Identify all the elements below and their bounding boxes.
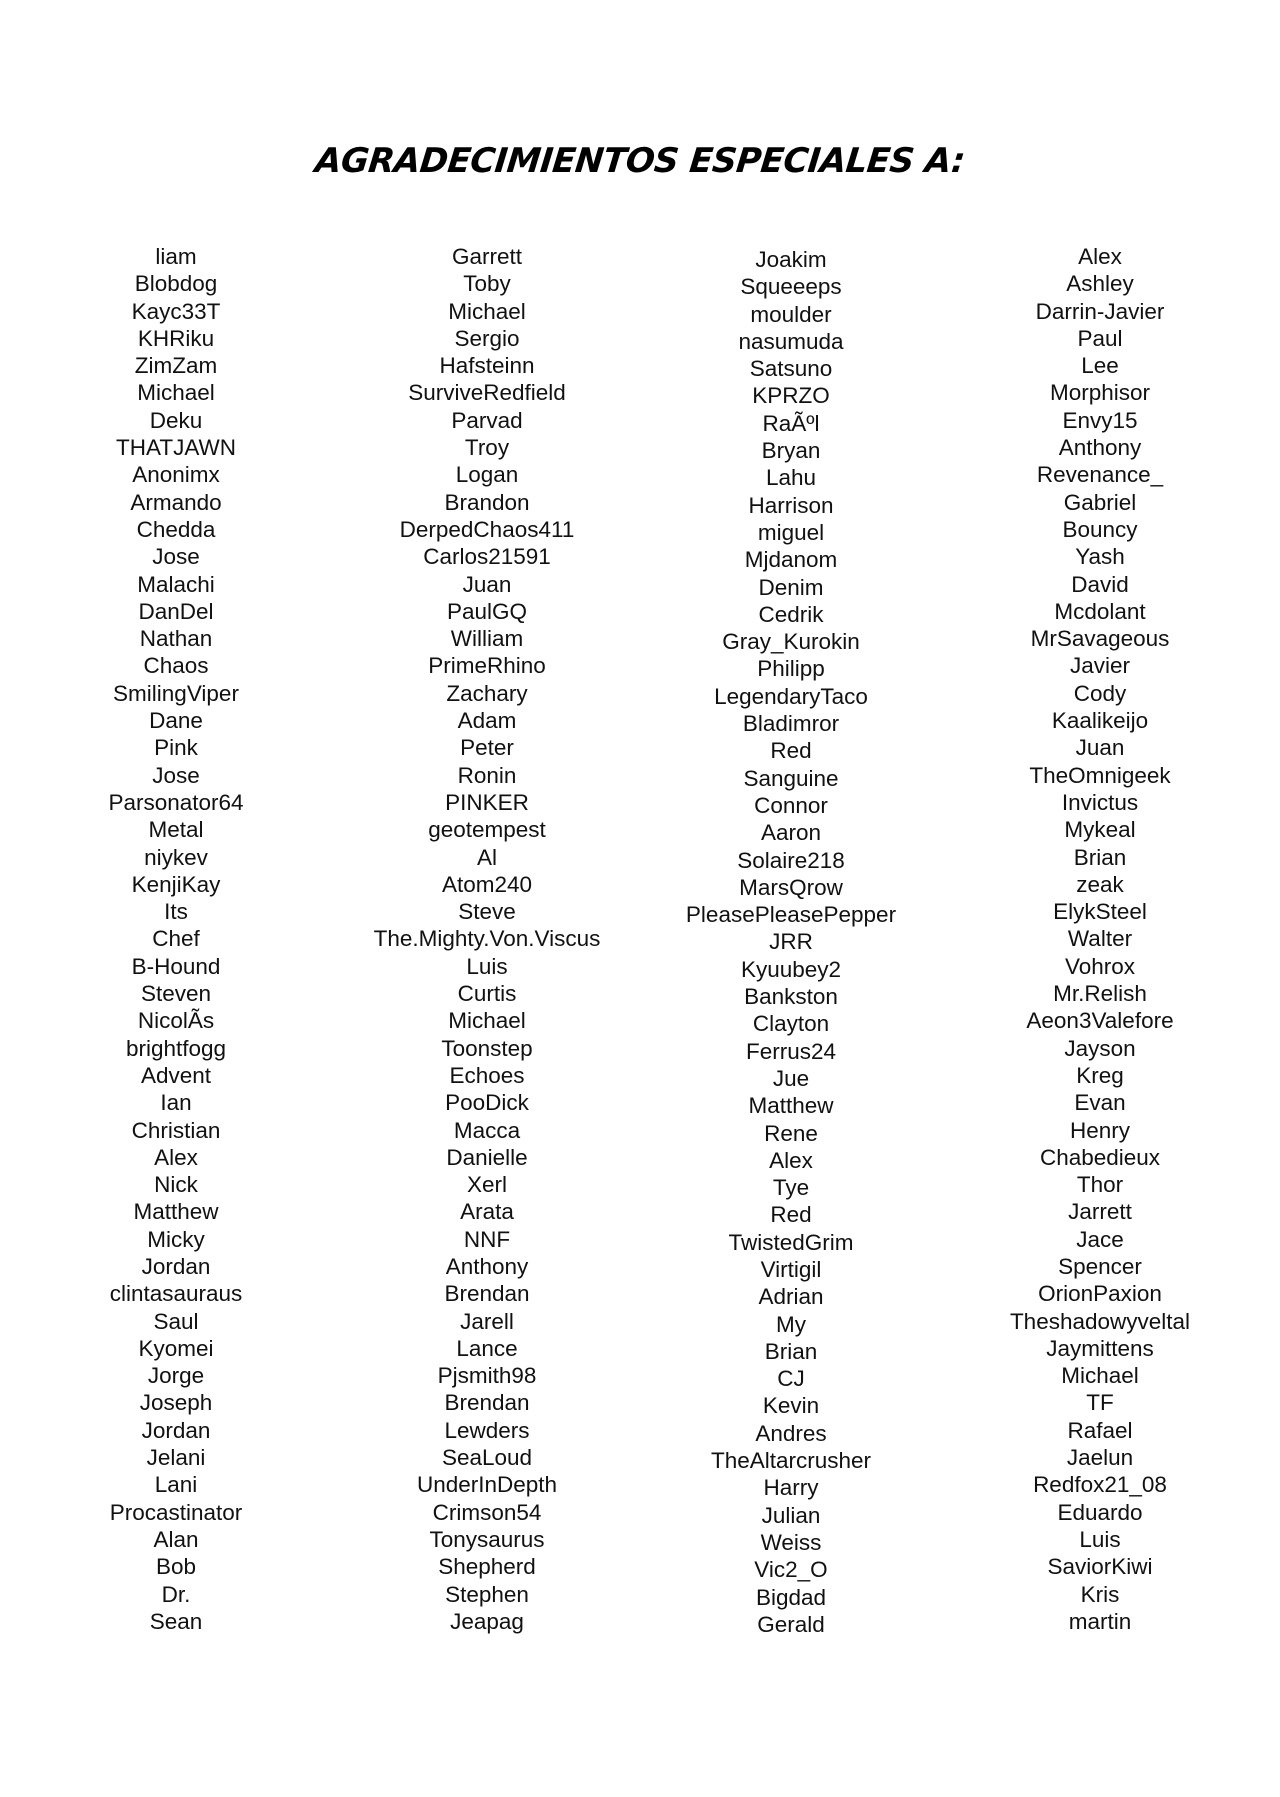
name-entry: Juan [462, 571, 512, 597]
name-entry: Henry [1069, 1117, 1131, 1143]
name-entry: Hafsteinn [439, 353, 535, 379]
name-entry: The.Mighty.Von.Viscus [373, 926, 601, 952]
name-entry: Jordan [141, 1417, 211, 1443]
name-entry: Cody [1073, 680, 1127, 706]
name-entry: Bladimror [742, 711, 840, 737]
name-entry: My [776, 1311, 806, 1337]
name-entry: Ferrus24 [745, 1038, 837, 1064]
name-entry: Toby [463, 271, 511, 297]
name-entry: Connor [754, 792, 828, 818]
name-entry: THATJAWN [116, 435, 236, 461]
name-entry: Malachi [137, 571, 215, 597]
name-entry: Revenance_ [1036, 462, 1164, 488]
name-entry: Evan [1074, 1090, 1126, 1116]
name-entry: Cedrik [758, 601, 824, 627]
name-entry: SaviorKiwi [1047, 1554, 1153, 1580]
name-entry: Lani [154, 1472, 198, 1498]
name-entry: SurviveRedfield [408, 380, 566, 406]
name-entry: Bryan [761, 438, 821, 464]
name-entry: Echoes [449, 1062, 525, 1088]
name-entry: Bigdad [755, 1584, 827, 1610]
name-entry: Sergio [454, 325, 520, 351]
name-entry: Jarrett [1068, 1199, 1132, 1225]
name-entry: Javier [1069, 653, 1131, 679]
name-entry: Parvad [451, 407, 523, 433]
name-entry: Advent [140, 1062, 212, 1088]
name-entry: Nick [154, 1172, 198, 1198]
name-entry: TwistedGrim [728, 1229, 854, 1255]
name-entry: Alan [153, 1526, 199, 1552]
name-entry: Logan [455, 462, 519, 488]
name-entry: Ashley [1066, 271, 1134, 297]
name-entry: Tye [772, 1175, 810, 1201]
name-entry: Lahu [765, 465, 817, 491]
name-entry: Jeapag [450, 1608, 524, 1634]
name-entry: MrSavageous [1030, 626, 1170, 652]
name-entry: Pink [154, 735, 198, 761]
name-entry: Joakim [755, 247, 827, 272]
name-entry: RaÃºl [762, 410, 820, 436]
name-entry: Walter [1067, 926, 1133, 952]
name-entry: Matthew [748, 1093, 834, 1119]
name-entry: Lewders [444, 1417, 530, 1443]
name-entry: Sean [149, 1608, 203, 1634]
name-entry: Kyuubey2 [740, 956, 842, 982]
name-entry: Eduardo [1057, 1499, 1143, 1525]
name-entry: Troy [464, 435, 510, 461]
name-entry: Invictus [1061, 789, 1139, 815]
name-entry: Jose [152, 544, 200, 570]
name-entry: Alex [769, 1147, 813, 1173]
name-entry: TheOmnigeek [1029, 762, 1171, 788]
name-entry: Zachary [446, 680, 528, 706]
name-entry: Darrin-Javier [1035, 298, 1165, 324]
name-entry: Sanguine [743, 765, 839, 791]
name-entry: Michael [137, 380, 215, 406]
name-entry: Kreg [1076, 1062, 1124, 1088]
name-entry: Julian [761, 1502, 821, 1528]
name-entry: Tonysaurus [429, 1526, 545, 1552]
name-entry: Alex [154, 1144, 198, 1170]
name-entry: Red [770, 1202, 812, 1228]
name-entry: KPRZO [752, 383, 830, 409]
name-entry: Xerl [466, 1172, 507, 1198]
name-entry: Christian [131, 1117, 221, 1143]
name-entry: MarsQrow [739, 874, 843, 900]
name-entry: LegendaryTaco [714, 683, 868, 709]
name-entry: KHRiku [137, 325, 215, 351]
name-entry: Vohrox [1064, 953, 1136, 979]
name-entry: Lance [456, 1335, 518, 1361]
name-entry: clintasauraus [109, 1281, 243, 1307]
name-entry: Jaelun [1066, 1445, 1134, 1471]
names-column-1 [26, 243, 326, 1635]
name-entry: Kyomei [138, 1335, 214, 1361]
name-entry: brightfogg [125, 1035, 227, 1061]
name-entry: Jorge [147, 1363, 205, 1389]
name-entry: Danielle [446, 1144, 528, 1170]
name-entry: Mjdanom [744, 547, 838, 573]
name-entry: martin [1068, 1608, 1132, 1634]
name-entry: UnderInDepth [416, 1472, 558, 1498]
name-entry: Bouncy [1062, 516, 1138, 542]
name-entry: nasumuda [738, 328, 844, 354]
name-entry: moulder [750, 301, 832, 327]
name-entry: PINKER [445, 789, 529, 815]
name-entry: Curtis [457, 981, 517, 1007]
name-entry: Alex [1078, 244, 1122, 269]
name-entry: Pjsmith98 [437, 1363, 537, 1389]
name-entry: Metal [148, 817, 204, 843]
name-entry: Jue [772, 1065, 810, 1091]
name-entry: Stephen [445, 1581, 529, 1607]
name-entry: Mcdolant [1054, 598, 1146, 624]
name-entry: KenjiKay [131, 871, 221, 897]
name-entry: PrimeRhino [428, 653, 546, 679]
name-entry: Armando [130, 489, 222, 515]
name-entry: OrionPaxion [1038, 1281, 1162, 1307]
name-entry: Kayc33T [131, 298, 221, 324]
name-entry: Peter [460, 735, 514, 761]
names-column-4 [950, 243, 1250, 1635]
name-entry: Squeeeps [740, 274, 842, 300]
name-entry: Ronin [457, 762, 517, 788]
name-entry: Ian [160, 1090, 192, 1116]
name-entry: Matthew [133, 1199, 219, 1225]
name-entry: Parsonator64 [108, 789, 244, 815]
name-entry: miguel [757, 519, 825, 545]
name-entry: Steve [458, 899, 516, 925]
name-entry: TheAltarcrusher [710, 1448, 872, 1474]
name-entry: Garrett [451, 244, 523, 269]
name-entry: Dr. [161, 1581, 191, 1607]
name-entry: Atom240 [441, 871, 533, 897]
name-entry: Chef [152, 926, 200, 952]
name-entry: Philipp [757, 656, 825, 682]
name-entry: Solaire218 [737, 847, 845, 873]
name-entry: Chedda [136, 516, 216, 542]
name-entry: Morphisor [1049, 380, 1151, 406]
name-entry: Brian [1073, 844, 1127, 870]
name-entry: Anthony [1058, 435, 1142, 461]
name-entry: SmilingViper [113, 680, 239, 706]
name-entry: Chabedieux [1039, 1144, 1161, 1170]
name-entry: Virtigil [760, 1256, 822, 1282]
name-entry: Jace [1076, 1226, 1124, 1252]
name-entry: Chaos [143, 653, 209, 679]
name-entry: Michael [1061, 1363, 1139, 1389]
name-entry: Mykeal [1064, 817, 1136, 843]
name-entry: Macca [453, 1117, 521, 1143]
name-entry: Gabriel [1063, 489, 1137, 515]
name-entry: Brian [764, 1338, 818, 1364]
names-column-2 [337, 243, 637, 1635]
name-entry: Yash [1075, 544, 1125, 570]
name-entry: Harry [763, 1475, 819, 1501]
name-entry: Denim [758, 574, 824, 600]
name-entry: Procastinator [109, 1499, 243, 1525]
name-entry: Luis [466, 953, 508, 979]
name-entry: Micky [147, 1226, 205, 1252]
name-entry: Vic2_O [754, 1557, 828, 1583]
name-entry: Red [770, 738, 812, 764]
name-entry: Kaalikeijo [1051, 708, 1149, 734]
name-entry: DanDel [138, 598, 214, 624]
name-entry: Brendan [444, 1390, 530, 1416]
page-title: AGRADECIMIENTOS ESPECIALES A: [313, 140, 967, 181]
name-entry: Carlos21591 [423, 544, 551, 570]
name-entry: Arata [460, 1199, 514, 1225]
name-entry: Gray_Kurokin [722, 629, 860, 655]
name-entry: Redfox21_08 [1033, 1472, 1167, 1498]
name-entry: Spencer [1058, 1253, 1142, 1279]
name-entry: geotempest [428, 817, 546, 843]
name-entry: Anonimx [132, 462, 220, 488]
name-entry: liam [155, 244, 197, 269]
name-entry: zeak [1076, 871, 1124, 897]
name-entry: Thor [1076, 1172, 1124, 1198]
name-entry: Bankston [744, 984, 838, 1010]
name-entry: Bob [155, 1554, 197, 1580]
name-entry: Toonstep [441, 1035, 533, 1061]
name-entry: Brendan [444, 1281, 530, 1307]
name-entry: Weiss [760, 1529, 822, 1555]
name-entry: Adam [457, 708, 517, 734]
name-entry: Harrison [748, 492, 834, 518]
name-entry: William [450, 626, 524, 652]
name-entry: JRR [769, 929, 813, 955]
name-entry: Aaron [760, 820, 822, 846]
name-entry: Michael [448, 298, 526, 324]
name-entry: David [1071, 571, 1129, 597]
name-entry: Mr.Relish [1053, 981, 1147, 1007]
name-entry: Jelani [146, 1445, 206, 1471]
name-entry: Rafael [1067, 1417, 1133, 1443]
name-entry: DerpedChaos411 [399, 516, 575, 542]
name-entry: Andres [755, 1420, 827, 1446]
name-entry: SeaLoud [441, 1445, 533, 1471]
name-entry: Lee [1081, 353, 1119, 379]
name-entry: Blobdog [134, 271, 218, 297]
name-entry: Adrian [758, 1284, 824, 1310]
name-entry: TF [1086, 1390, 1114, 1416]
name-entry: Theshadowyveltal [1009, 1308, 1191, 1334]
name-entry: Juan [1075, 735, 1125, 761]
name-entry: Satsuno [749, 356, 833, 382]
name-entry: Jordan [141, 1253, 211, 1279]
name-entry: Nathan [139, 626, 213, 652]
name-entry: Al [476, 844, 497, 870]
name-entry: PaulGQ [446, 598, 528, 624]
name-entry: PooDick [445, 1090, 529, 1116]
name-entry: NNF [463, 1226, 511, 1252]
name-entry: ZimZam [134, 353, 218, 379]
name-entry: Envy15 [1062, 407, 1138, 433]
name-entry: CJ [777, 1366, 805, 1392]
name-entry: Joseph [139, 1390, 213, 1416]
names-column-3 [641, 246, 941, 1638]
name-entry: Anthony [445, 1253, 529, 1279]
name-entry: Luis [1079, 1526, 1121, 1552]
name-entry: Clayton [752, 1011, 830, 1037]
name-entry: NicolÃs [137, 1008, 215, 1034]
name-entry: ElykSteel [1053, 899, 1147, 925]
name-entry: Crimson54 [432, 1499, 542, 1525]
name-entry: Its [164, 899, 188, 925]
name-entry: niykev [144, 844, 208, 870]
name-entry: Saul [153, 1308, 199, 1334]
name-entry: Michael [448, 1008, 526, 1034]
name-entry: Steven [140, 981, 212, 1007]
name-entry: Dane [149, 708, 203, 734]
name-entry: Aeon3Valefore [1026, 1008, 1174, 1034]
name-entry: Kevin [762, 1393, 820, 1419]
name-entry: PleasePleasePepper [685, 902, 897, 928]
name-entry: Kris [1080, 1581, 1120, 1607]
name-entry: Gerald [757, 1611, 825, 1637]
name-entry: Rene [764, 1120, 818, 1146]
name-entry: Jaymittens [1046, 1335, 1154, 1361]
name-entry: Paul [1077, 325, 1123, 351]
name-entry: Jose [152, 762, 200, 788]
name-entry: Deku [149, 407, 203, 433]
name-entry: Brandon [444, 489, 530, 515]
name-entry: Jarell [460, 1308, 514, 1334]
name-entry: Jayson [1064, 1035, 1136, 1061]
name-entry: Shepherd [438, 1554, 536, 1580]
name-entry: B-Hound [131, 953, 221, 979]
